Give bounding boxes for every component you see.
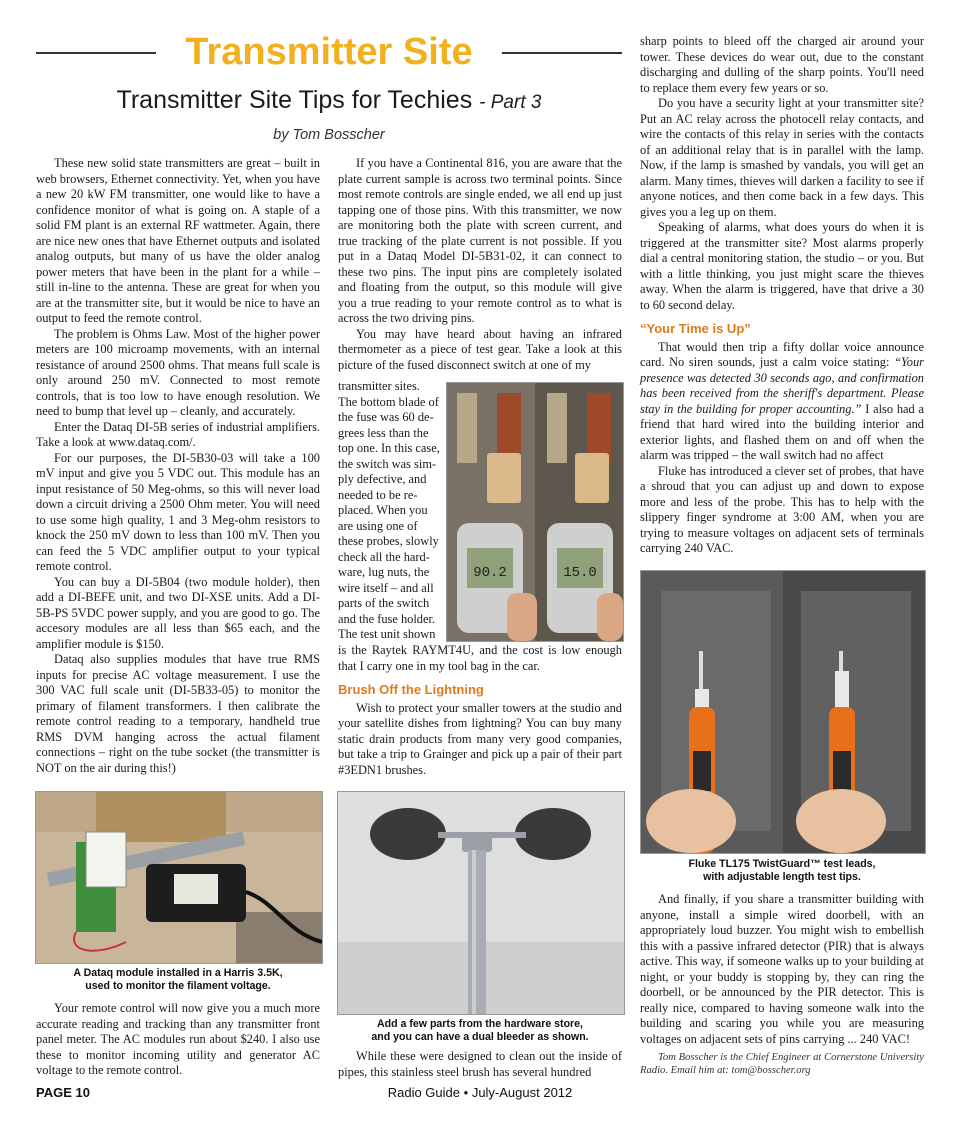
wrap-line: parts of the switch [338, 596, 430, 610]
probes-photo-illustration [641, 571, 925, 853]
brush-bleeder-photo [337, 791, 625, 1015]
column-2-continued [338, 1049, 622, 1080]
article-title [36, 86, 622, 115]
body-paragraph: If you have a Continental 816, you are aware that the plate current sample is across two terminal points. Since most remote controls are single ended, we all end up just tapping one of those pins. With this transmitter, we now are monitoring both the plate with screen current, and true tracking of the plate current is not possible. If you put in a Dataq Model DI-5B31-02, it can connect to these two pins. The input pins are completely isolated and floating from the output, so this module will give you a true reading to your remote control as to what is across the two driving pins. [338, 156, 622, 325]
body-paragraph: And finally, if you share a transmitter building with anyone, install a simple wired doorbell, with an appropriately loud buzzer. You might wish to embellish this with a passive infrared detector (PIR) that is always active. This way, if someone walks up to your building at night, or your buddy is stopping by, they can ring the doorbell, or be announced by the PIR detector. This is really nice, compared to having someone walk into the building and scaring you while you are measuring voltages on adjacent sets of pins carrying ... 240 VAC! [640, 892, 924, 1046]
wrap-line: The bottom blade of [338, 394, 439, 409]
body-paragraph: is the Raytek RAYMT4U, and the cost is low enough that I carry one in my tool bag in the car. [338, 643, 622, 673]
column-2-wrap-text [338, 379, 442, 643]
fluke-photo-caption [640, 858, 924, 884]
author-bio: Tom Bosscher is the Chief Engineer at Cornerstone University Radio. Email him at: tom@bosscher.org [640, 1052, 924, 1076]
publication-name: Radio Guide [387, 1085, 460, 1100]
subhead-brush: Brush Off the Lightning [338, 682, 484, 697]
text-span: I also had a friend that hard wired into the building interior and exterior lights, and flashed them on and off when the alarm was tripped – the wall switch had no affect [640, 401, 924, 462]
column-1 [36, 156, 320, 776]
wrap-line: placed. When you [338, 503, 428, 517]
column-3 [640, 34, 924, 557]
caption-line: A Dataq module installed in a Harris 3.5K, [73, 967, 283, 979]
issue-date: July-August 2012 [471, 1085, 573, 1100]
dataq-photo-caption [36, 967, 320, 993]
byline: by Tom Bosscher [273, 127, 385, 143]
thermometer-photo-illustration [447, 383, 623, 641]
page-number: PAGE 10 [36, 1085, 90, 1100]
body-paragraph: sharp points to bleed off the charged air around your tower. These devices do wear out, due to the constant discharging and dulling of the sharp points. You'll need to replace them every few years or so. [640, 34, 924, 95]
body-paragraph: Your remote control will now give you a much more accurate reading and tracking than any transmitter front panel meter. The AC modules run about $240. I also use these to monitor incoming utility and generator AC voltage to the remote control. [36, 1001, 320, 1077]
wrap-line: grees less than the [338, 425, 429, 440]
column-2-after-wrap [338, 643, 622, 778]
caption-line: used to monitor the filament voltage. [85, 980, 271, 992]
subhead-time-is-up: “Your Time is Up” [640, 321, 751, 336]
body-paragraph: Enter the Dataq DI-5B series of industrial amplifiers. Take a look at www.dataq.com/. [36, 419, 320, 449]
body-paragraph: The problem is Ohms Law. Most of the higher power meters are 100 microamp movements, with an internal resistance of around 2500 ohms. That means full scale is only around 250 mV. Connected to most remote controls, that is too low to have enough resolution. We need to bump that level up – cleanly, and accurately. [36, 326, 320, 418]
wrap-line: ply defective, and [338, 472, 427, 486]
footer-bullet: • [463, 1085, 469, 1100]
article-part: - Part 3 [479, 92, 542, 113]
wrap-line: The test unit shown [338, 627, 436, 641]
brush-photo-caption [338, 1018, 622, 1044]
wrap-line: and the fuse holder. [338, 611, 436, 626]
fuse-switch-thermometer-photo [446, 382, 624, 642]
wrap-line: check all the hard- [338, 549, 430, 564]
article-title-main: Transmitter Site Tips for Techies [116, 86, 473, 114]
thermometer-reading-right: 15.0 [563, 565, 597, 581]
column-3-continued [640, 892, 924, 1077]
column-2 [338, 156, 622, 373]
footer-publication [0, 1085, 960, 1100]
thermometer-reading-left: 90.2 [473, 565, 507, 581]
wrap-line: needed to be re- [338, 487, 418, 502]
body-paragraph: While these were designed to clean out the inside of pipes, this stainless steel brush has several hundred [338, 1049, 622, 1079]
wrap-line: the switch was sim- [338, 456, 437, 471]
body-paragraph: You can buy a DI-5B04 (two module holder), then add a DI-BEFE unit, and two DI-XSE units. Add a DI-5B-PS 5VDC power supply, and you are good to go. The accesory modules are all less than $65 each, and the amplifier module is $150. [36, 574, 320, 651]
dataq-module-photo [35, 791, 323, 964]
column-1-continued [36, 1001, 320, 1079]
caption-line: Add a few parts from the hardware store, [376, 1018, 584, 1030]
body-paragraph: Dataq also supplies modules that have true RMS inputs for precise AC voltage measurement. I use the 300 VAC full scale unit (DI-5B33-05) to monitor the primary of filament transformers. I then calibrate the remote control reading to a temporary, handheld true RMS DVM hanging across the actual filament connections – right on the tube socket (the transmitter is NOT on the air during this!) [36, 652, 320, 775]
quoted-message: “Your presence was detected 30 seconds ago, and confirmation has been received from the sheriff's department. Please stay in the building for proper accounting.” [640, 355, 924, 416]
brush-photo-illustration [338, 792, 624, 1014]
wrap-line: top one. In this case, [338, 441, 440, 455]
wrap-line: wire itself – and all [338, 580, 434, 595]
wrap-line: transmitter sites. [338, 379, 420, 393]
body-paragraph: For our purposes, the DI-5B30-03 will take a 100 mV input and give you 5 VDC out. This module has an input resistance of 50 Meg-ohms, so this will never load down a circuit driving a 2500 Ohm meter. You will need to use some high quality, 1 and 3 Meg-ohm resistors to knock the 250 mV down to less than 100 mV. Then you can feed the 5 VDC amplifier output to your typical remote control. [36, 450, 320, 573]
wrap-line: ware, lug nuts, the [338, 565, 430, 579]
section-title: Transmitter Site [185, 31, 473, 73]
body-paragraph: Speaking of alarms, what does yours do when it is triggered at the transmitter site? Most alarms properly dial a central monitoring station, the studio – or you. But with a little thinking, you just might scare the thieves away. When the alarm is triggered, have that drive a 30 to 60 second delay. [640, 220, 924, 312]
fluke-probes-photo [640, 570, 926, 854]
body-paragraph: Wish to protect your smaller towers at the studio and your satellite dishes from lightning? You can buy many static drain products from many very good companies, but take a trip to Grainger and pick up a pair of their part #3EDN1 brushes. [338, 700, 622, 777]
caption-line: with adjustable length test tips. [703, 871, 861, 883]
wrap-line: are using one of [338, 518, 418, 533]
body-paragraph [640, 340, 924, 464]
body-paragraph: Do you have a security light at your transmitter site? Put an AC relay across the photocell relay contacts, and wire the contacts of this relay in series with the contacts of an additional relay that is in parallel with the lamp. Now, if the lamp is smashed by vandals, you will get an alarm. Many times, thieves will darken a facility to see if anyone notices, and then come back in a few days. This gives you a leg up on them. [640, 96, 924, 219]
body-paragraph: These new solid state transmitters are great – built in web browsers, Ethernet connectivity. Yet, when you have a new 20 kW FM transmitter, one would like to have a confidence monitor of what is going on. A staple of a solid FM plant is an external RF wattmeter. Again, there are nice new ones that have Ethernet outputs and isolated analog outputs, but many of us have the older analog power meters that have been in the plant for a while – still in-line to the antenna. These are great for when you are at the transmitter site, but it would be nice to have an output to feed the remote control. [36, 156, 320, 325]
dataq-photo-illustration [36, 792, 322, 963]
body-paragraph: Fluke has introduced a clever set of probes, that have a shroud that you can adjust up and down to expose more and less of the probe. This has to help with the slippery finger syndrome at 3:00 AM, when you are trying to measure voltages on adjacent sets of terminals carrying 240 VAC. [640, 463, 924, 555]
wrap-line: the fuse was 60 de- [338, 410, 434, 424]
text-span: That would then trip a fifty dollar voice announce card. No siren sounds, just a calm voice stating: [640, 339, 924, 369]
body-paragraph: You may have heard about having an infrared thermometer as a piece of test gear. Take a look at this picture of the fused disconnect switch at one of my [338, 326, 622, 372]
wrap-line: these probes, slowly [338, 534, 439, 548]
caption-line: and you can have a dual bleeder as shown. [371, 1031, 589, 1043]
caption-line: Fluke TL175 TwistGuard™ test leads, [688, 858, 876, 870]
section-header [36, 30, 622, 74]
